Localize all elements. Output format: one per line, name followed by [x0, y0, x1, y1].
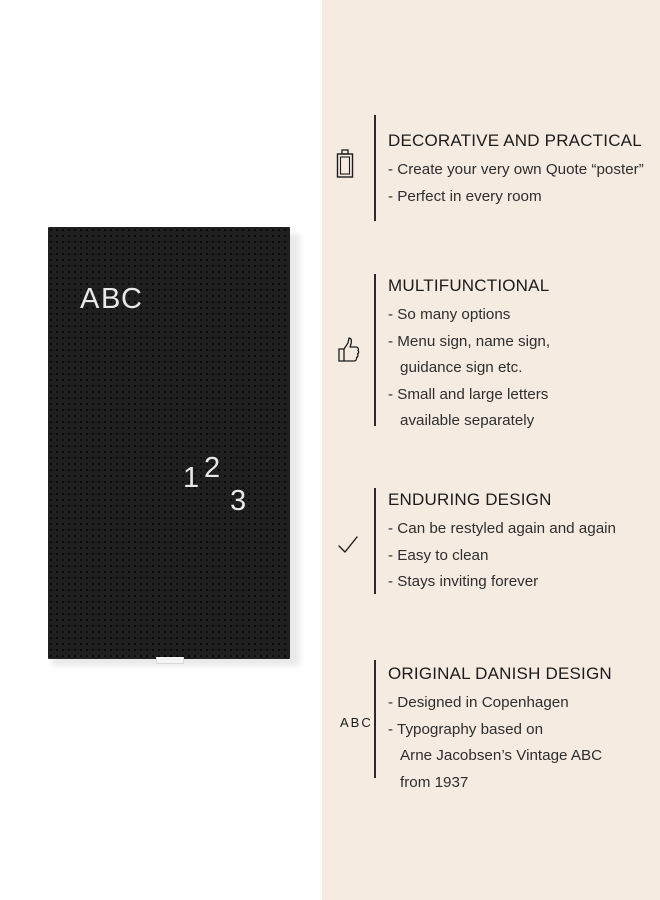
- thumbs-up-icon: [336, 336, 360, 369]
- feature-bullets: [388, 157, 658, 210]
- feature-divider: [374, 660, 376, 778]
- feature-original-danish-design: [322, 664, 660, 804]
- feature-divider: [374, 115, 376, 221]
- board-letter-a: A: [80, 283, 100, 315]
- feature-enduring-design: [322, 490, 660, 600]
- feature-bullet: - Can be restyled again and again: [388, 520, 616, 537]
- feature-bullet-continuation: guidance sign etc.: [400, 359, 523, 376]
- board-number-2: 2: [204, 452, 221, 484]
- feature-divider: [374, 488, 376, 594]
- feature-bullet: - Menu sign, name sign,: [388, 332, 551, 350]
- feature-title: MULTIFUNCTIONAL: [388, 276, 550, 295]
- board-number-3: 3: [230, 485, 247, 517]
- product-image-panel: [0, 0, 322, 900]
- board-hanger-tab: [156, 657, 184, 664]
- feature-decorative-practical: [322, 131, 660, 221]
- feature-title: ENDURING DESIGN: [388, 490, 552, 509]
- feature-bullet: - Create your very own Quote “poster”: [388, 161, 644, 178]
- feature-bullet-continuation: Arne Jacobsen’s Vintage ABC: [400, 747, 603, 764]
- feature-bullet-continuation: from 1937: [400, 773, 469, 791]
- feature-title: ORIGINAL DANISH DESIGN: [388, 664, 612, 683]
- feature-bullets: [388, 516, 658, 596]
- feature-bullet: - Perfect in every room: [388, 187, 542, 205]
- feature-bullets: [388, 302, 658, 435]
- board-letter-c: C: [121, 283, 142, 315]
- feature-bullet: - Small and large letters: [388, 385, 549, 403]
- feature-bullets: [388, 690, 658, 796]
- board-number-1: 1: [183, 462, 200, 494]
- board-letter-b: B: [101, 283, 121, 315]
- feature-bullet: - Easy to clean: [388, 546, 489, 564]
- feature-bullet: - Stays inviting forever: [388, 573, 539, 590]
- feature-bullet: - So many options: [388, 306, 511, 323]
- feature-bullet: - Designed in Copenhagen: [388, 694, 569, 711]
- feature-multifunctional: [322, 276, 660, 436]
- feature-bullet: - Typography based on: [388, 720, 544, 738]
- abc-text-icon: ABC: [340, 715, 373, 730]
- letterboard-frame-icon: [336, 149, 354, 184]
- checkmark-icon: [336, 534, 360, 561]
- feature-title: DECORATIVE AND PRACTICAL: [388, 131, 642, 150]
- feature-bullet-continuation: available separately: [400, 412, 535, 429]
- feature-divider: [374, 274, 376, 426]
